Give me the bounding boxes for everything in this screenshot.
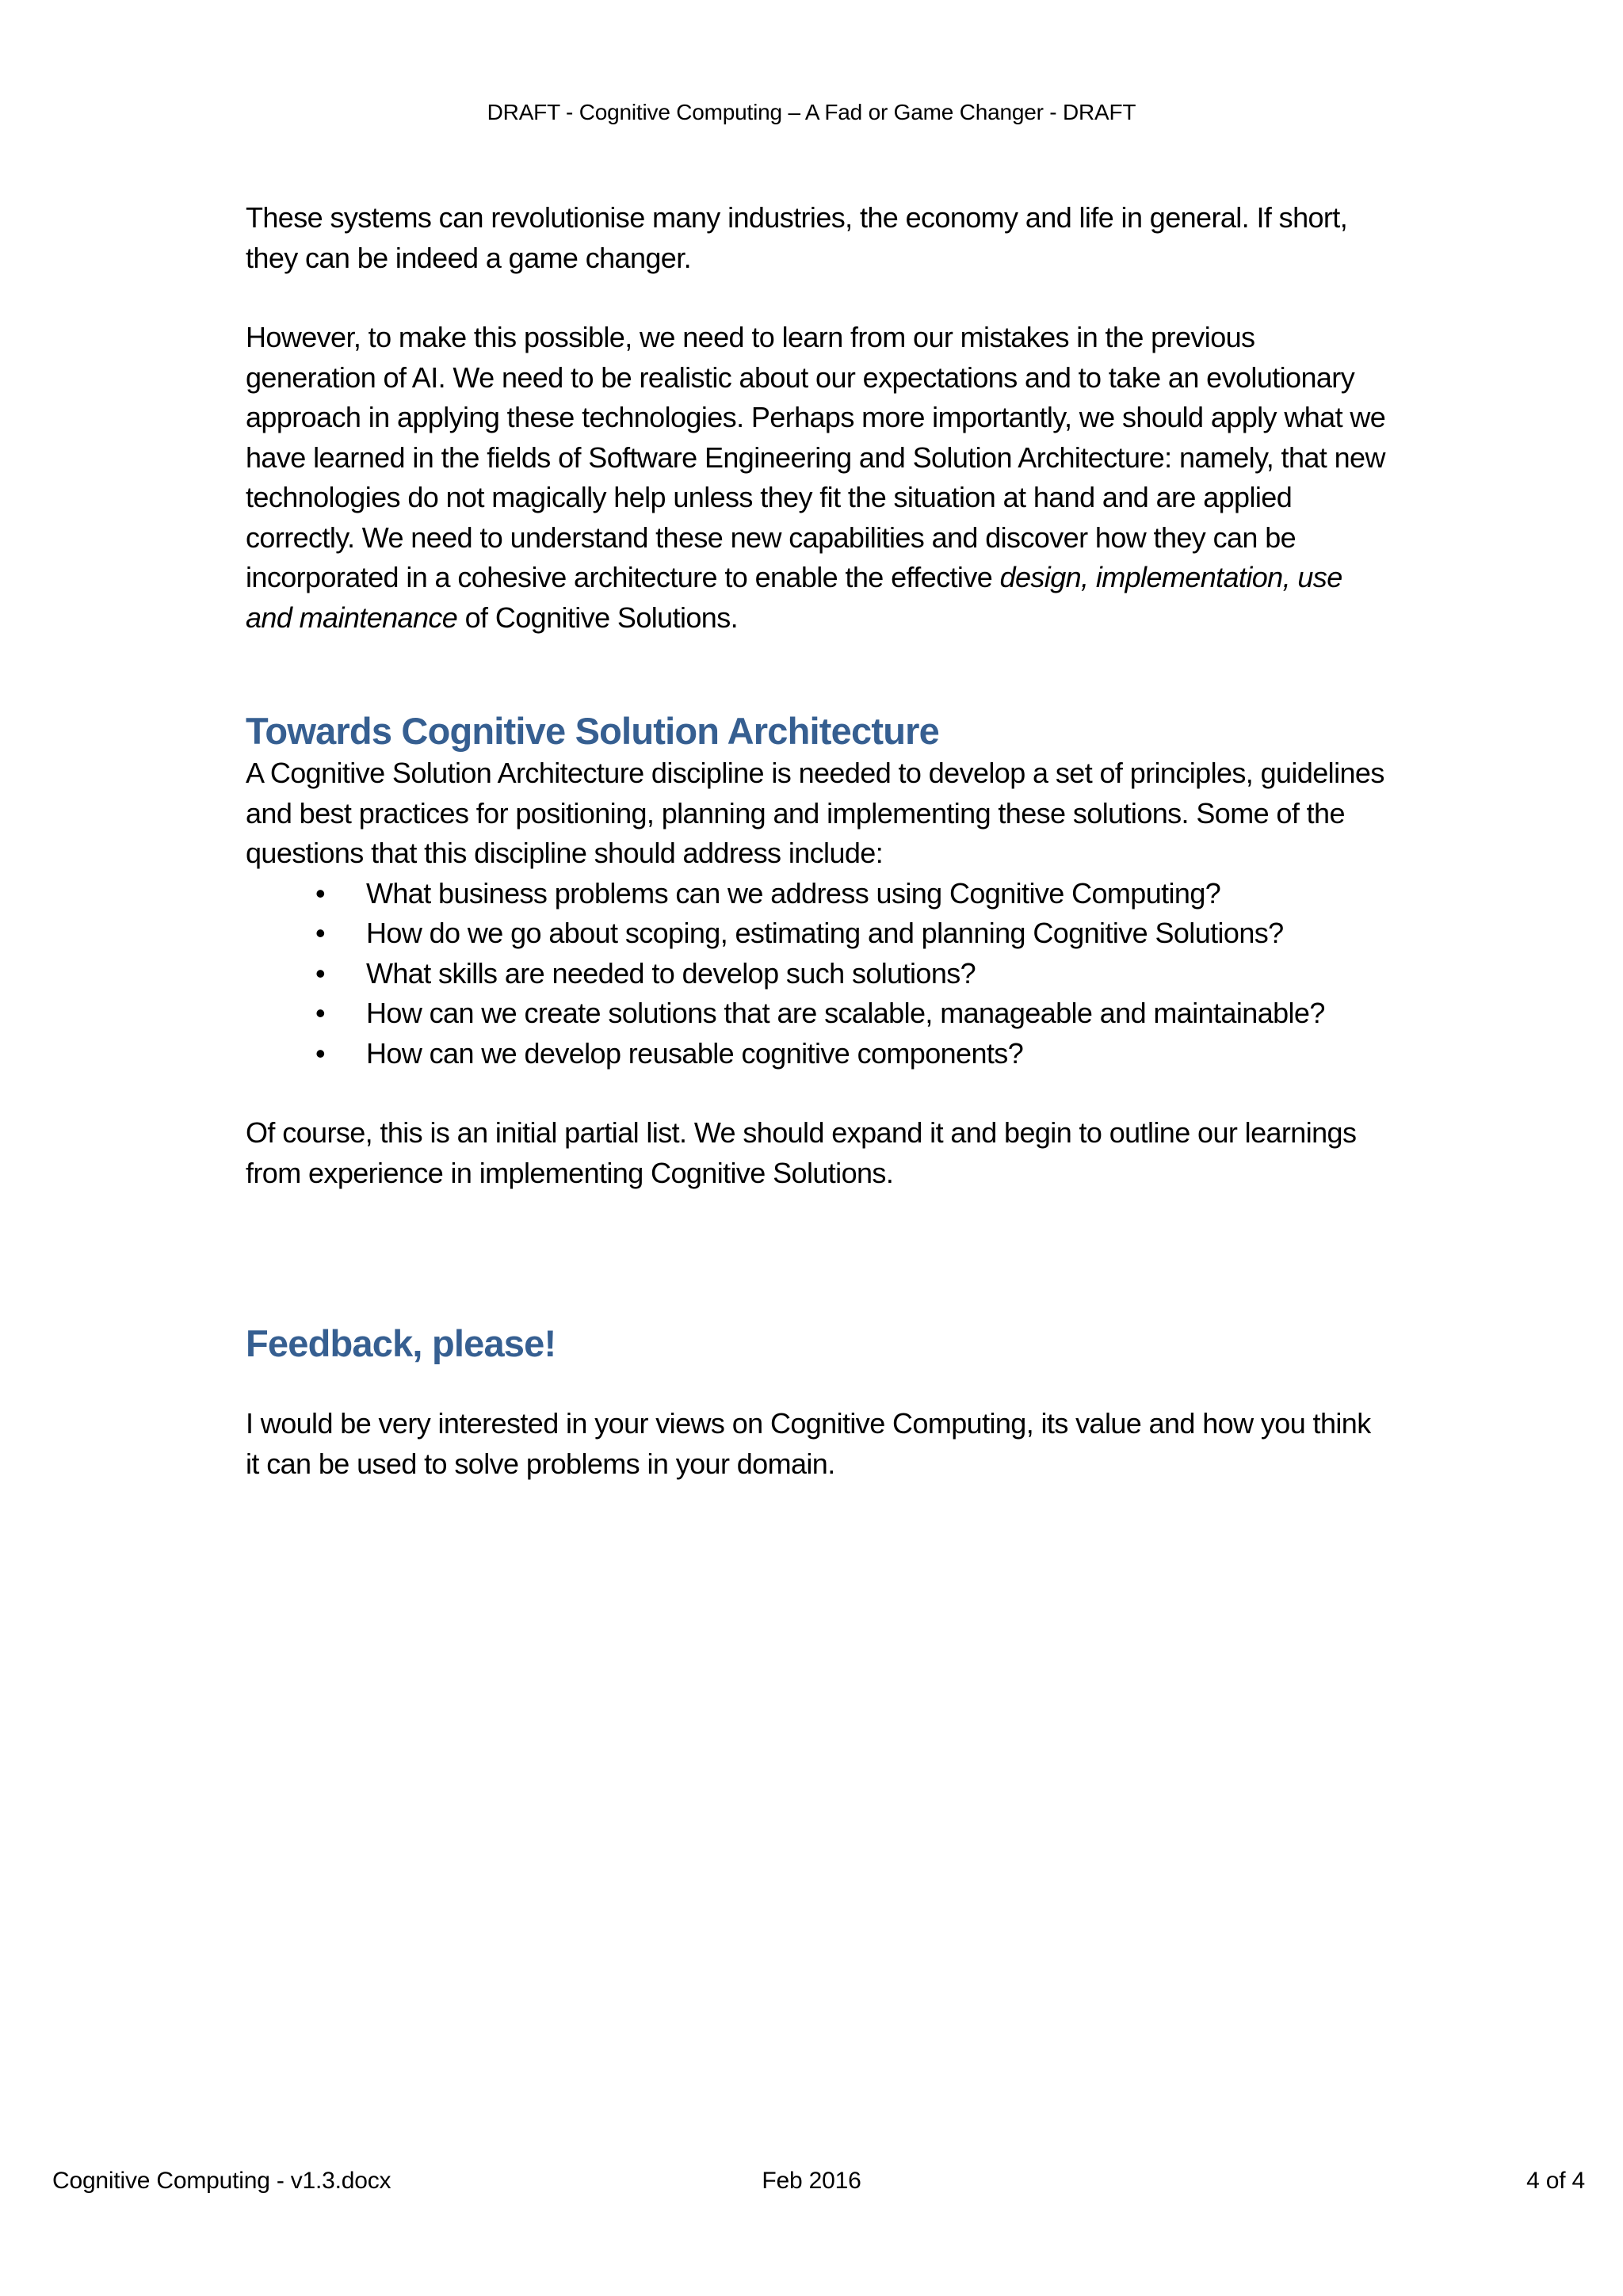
- list-item: [246, 994, 1387, 1034]
- questions-list: [246, 874, 1387, 1074]
- list-item: [246, 1034, 1387, 1074]
- bullet-icon: •: [315, 1036, 326, 1070]
- paragraph-approach-text: However, to make this possible, we need to learn from our mistakes in the previous generation of AI. We need to be realistic about our expectations and to take an evolutionary approach in applying these technologies. Perhaps more importantly, we should apply what we have learned in the fields of Software Engineering and Solution Architecture: namely, that new technologies do not magically help unless they fit the situation at hand and are applied correctly. We need to understand these new capabilities and discover how they can be incorporated in a cohesive architecture to enable the effective: [246, 321, 1386, 593]
- list-item-text: How can we create solutions that are scalable, manageable and maintainable?: [366, 997, 1325, 1029]
- section-heading-architecture: Towards Cognitive Solution Architecture: [246, 710, 939, 752]
- paragraph-intro: These systems can revolutionise many industries, the economy and life in general. If short, they can be indeed a game changer.: [246, 201, 1348, 274]
- paragraph-approach-end: of Cognitive Solutions.: [457, 601, 739, 634]
- list-item: [246, 954, 1387, 994]
- paragraph-feedback: I would be very interested in your views on Cognitive Computing, its value and how you think it can be used to solve problems in your domain.: [246, 1407, 1371, 1480]
- list-item: [246, 913, 1387, 954]
- footer-date: Feb 2016: [762, 2168, 861, 2194]
- section-heading-feedback: Feedback, please!: [246, 1322, 556, 1364]
- paragraph-closing: Of course, this is an initial partial list. We should expand it and begin to outline our learnings from experience in implementing Cognitive Solutions.: [246, 1116, 1357, 1189]
- paragraph-approach: [246, 318, 1387, 638]
- paragraph-approach-emphasis: design, implementation, use and maintenance: [246, 561, 1342, 634]
- bullet-icon: •: [315, 876, 326, 910]
- bullet-icon: •: [315, 917, 326, 949]
- page-footer: [0, 2165, 1623, 2197]
- bullet-icon: •: [315, 997, 326, 1029]
- bullet-icon: •: [315, 956, 326, 990]
- list-item-text: How can we develop reusable cognitive components?: [366, 1036, 1024, 1070]
- list-item: [246, 874, 1387, 914]
- list-item-text: What skills are needed to develop such solutions?: [366, 956, 976, 990]
- footer-page-number: 4 of 4: [1526, 2168, 1585, 2194]
- document-body: [246, 198, 1387, 1484]
- footer-filename: Cognitive Computing - v1.3.docx: [52, 2168, 391, 2194]
- list-item-text: How do we go about scoping, estimating and planning Cognitive Solutions?: [366, 917, 1284, 949]
- paragraph-architecture-intro: A Cognitive Solution Architecture discipline is needed to develop a set of principles, guidelines and best practices for positioning, planning and implementing these solutions. Some of the questions that this discipline should address include:: [246, 757, 1384, 869]
- list-item-text: What business problems can we address using Cognitive Computing?: [366, 876, 1221, 910]
- page-header: DRAFT - Cognitive Computing – A Fad or Game Changer - DRAFT: [487, 100, 1136, 124]
